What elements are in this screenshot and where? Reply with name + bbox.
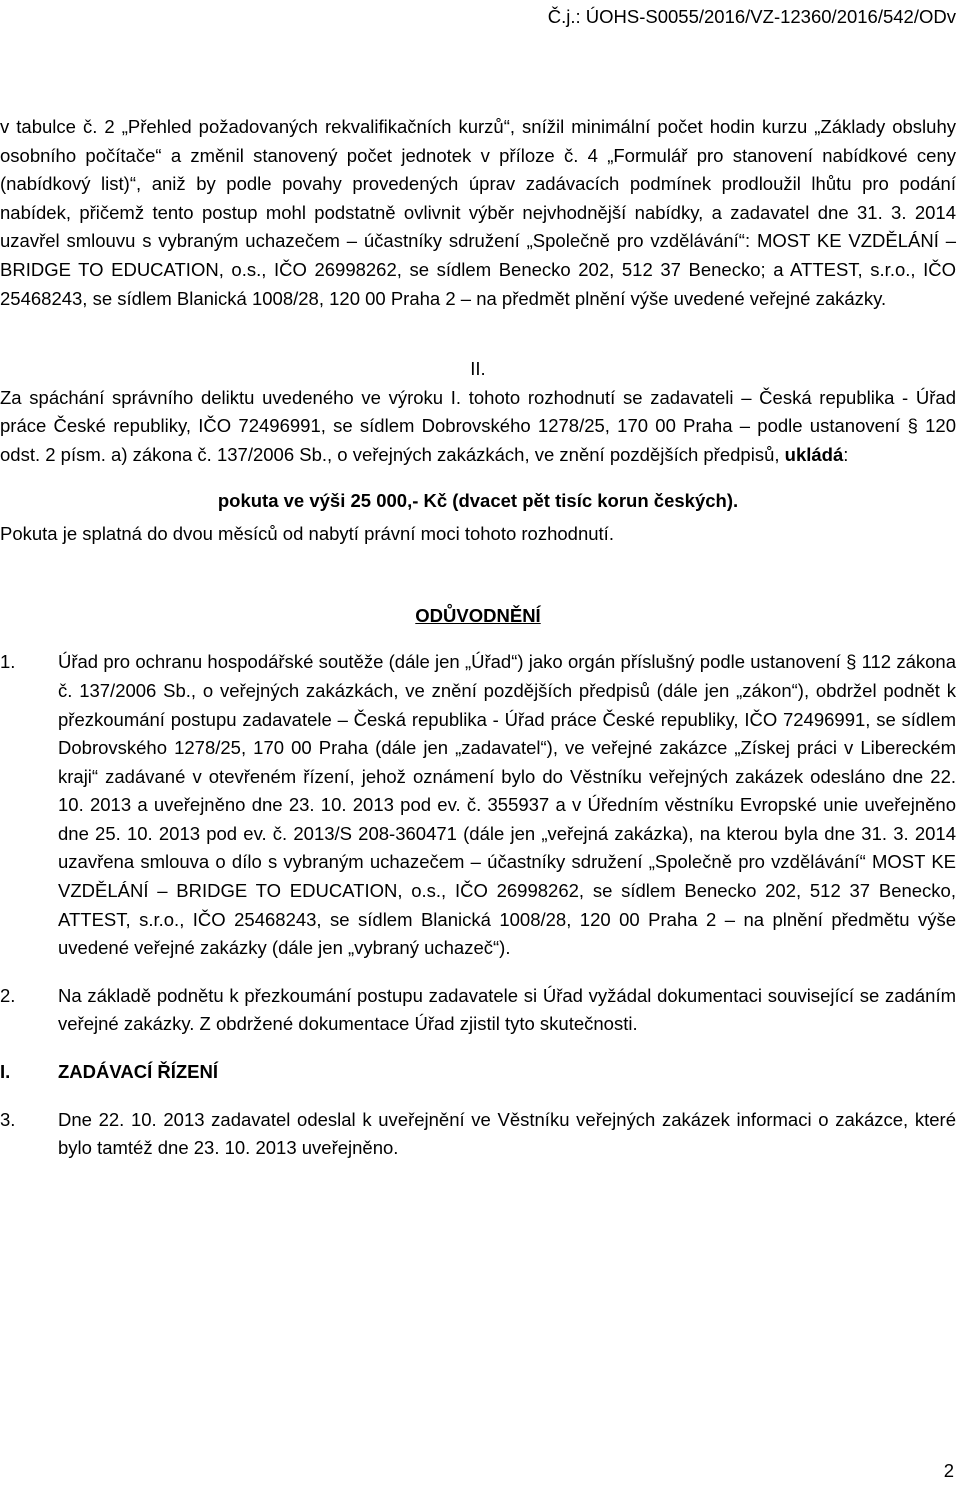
- document-body: [0, 113, 956, 1163]
- item-number: 1.: [0, 651, 16, 673]
- subsection-heading: [0, 1058, 956, 1087]
- item-text: Dne 22. 10. 2013 zadavatel odeslal k uveřejnění ve Věstníku veřejných zakázek informaci o zakázce, které bylo tamtéž dne 23. 10. 2013 uveřejněno.: [58, 1108, 956, 1159]
- subsection-title: ZADÁVACÍ ŘÍZENÍ: [58, 1061, 218, 1083]
- penalty-paragraph: [0, 384, 956, 470]
- item-text: Úřad pro ochranu hospodářské soutěže (dále jen „Úřad“) jako orgán příslušný podle ustanovení § 112 zákona č. 137/2006 Sb., o veřejných zakázkách, ve znění pozdějších předpisů (dále jen „zákon“), obdržel podnět k přezkoumání postupu zadavatele – Česká republika - Úřad práce České republiky, IČO 72496991, se sídlem Dobrovského 1278/25, 170 00 Praha (dále jen „zadavatel“), ve veřejné zakázce „Získej práci v Libereckém kraji“ zadávané v otevřeném řízení, jehož oznámení bylo do Věstníku veřejných zakázek odesláno dne 22. 10. 2013 a uveřejněno dne 23. 10. 2013 pod ev. č. 355937 a v Úředním věstníku Evropské unie uveřejněno dne 25. 10. 2013 pod ev. č. 2013/S 208-360471 (dále jen „veřejná zakázka), na kterou byla dne 31. 3. 2014 uzavřena smlouva o dílo s vybraným uchazečem – účastníky sdružení „Společně pro vzdělávání“ MOST KE VZDĚLÁNÍ – BRIDGE TO EDUCATION, o.s., IČO 26998262, se sídlem Benecko 202, 512 37 Benecko, ATTEST, s.r.o., IČO 25468243, se sídlem Blanická 1008/28, 120 00 Praha 2 – na plnění předmětu výše uvedené veřejné zakázky (dále jen „vybraný uchazeč“).: [58, 651, 956, 959]
- item-number: 3.: [0, 1108, 16, 1130]
- payment-note: Pokuta je splatná do dvou měsíců od nabytí právní moci tohoto rozhodnutí.: [0, 523, 614, 545]
- penalty-paragraph-end: :: [843, 443, 849, 465]
- penalty-paragraph-main: Za spáchání správního deliktu uvedeného ve výroku I. tohoto rozhodnutí se zadavateli – Česká republika - Úřad práce České republiky, IČO 72496991, se sídlem Dobrovského 1278/25, 170 00 Praha – podle ustanovení § 120 odst. 2 písm. a) zákona č. 137/2006 Sb., o veřejných zakázkách, ve znění pozdějších předpisů,: [0, 386, 956, 465]
- page-number: 2: [943, 1460, 954, 1481]
- penalty-amount: pokuta ve výši 25 000,- Kč (dvacet pět tisíc korun českých).: [217, 489, 739, 511]
- item-text: Na základě podnětu k přezkoumání postupu zadavatele si Úřad vyžádal dokumentaci související se zadáním veřejné zakázky. Z obdržené dokumentace Úřad zjistil tyto skutečnosti.: [58, 984, 956, 1035]
- document-reference: Č.j.: ÚOHS-S0055/2016/VZ-12360/2016/542/ODv: [547, 6, 956, 27]
- reasoning-item-1: [0, 648, 956, 963]
- item-number: 2.: [0, 984, 16, 1006]
- section-ii-heading: II.: [470, 358, 486, 380]
- reasoning-item-2: [0, 982, 956, 1039]
- intro-paragraph: v tabulce č. 2 „Přehled požadovaných rekvalifikačních kurzů“, snížil minimální počet hodin kurzu „Základy obsluhy osobního počítače“ a změnil stanovený počet jednotek v příloze č. 4 „Formulář pro stanovení nabídkové ceny (nabídkový list)“, aniž by podle povahy provedených úprav zadávacích podmínek prodloužil lhůtu pro podání nabídek, přičemž tento postup mohl podstatně ovlivnit výběr nejvhodnější nabídky, a zadavatel dne 31. 3. 2014 uzavřel smlouvu s vybraným uchazečem – účastníky sdružení „Společně pro vzdělávání“: MOST KE VZDĚLÁNÍ – BRIDGE TO EDUCATION, o.s., IČO 26998262, se sídlem Benecko 202, 512 37 Benecko; a ATTEST, s.r.o., IČO 25468243, se sídlem Blanická 1008/28, 120 00 Praha 2 – na předmět plnění výše uvedené veřejné zakázky.: [0, 116, 956, 309]
- reasoning-item-3: [0, 1106, 956, 1163]
- subsection-number: I.: [0, 1061, 11, 1083]
- penalty-keyword: ukládá: [784, 443, 844, 465]
- reasoning-heading: ODŮVODNĚNÍ: [415, 604, 541, 626]
